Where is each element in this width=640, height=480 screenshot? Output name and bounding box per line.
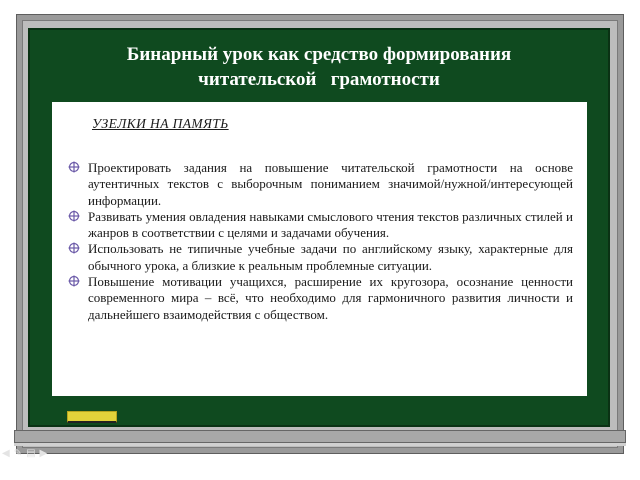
crosshair-circle-icon (68, 242, 80, 254)
menu-icon[interactable]: ▤ (26, 448, 40, 459)
crosshair-circle-icon (68, 161, 80, 173)
bullet-item (68, 160, 573, 209)
crosshair-circle-icon (68, 275, 80, 287)
slide-title (30, 42, 608, 92)
chalkboard (28, 28, 610, 427)
bullet-item (68, 209, 573, 242)
bullet-text: Проектировать задания на повышение читательской грамотности на основе аутентичных текстов с выборочным пониманием значимой/нужной/интересующей информации. (88, 160, 573, 208)
bullet-text: Повышение мотивации учащихся, расширение их кругозора, осознание ценности современного мира – всё, что необходимо для гармоничного развития личности и дальнейшего взаимодействия с обществом. (88, 274, 573, 322)
bullet-item (68, 241, 573, 274)
bullet-text: Использовать не типичные учебные задачи по английскому языку, характерные для обычного урока, а близкие к реальным проблемные ситуации. (88, 241, 573, 273)
content-sheet (52, 102, 587, 396)
chalk-tray (14, 430, 626, 443)
bullet-list (68, 160, 573, 323)
chalk-tray-shadow (14, 443, 626, 446)
slide-title-line-2: читательской грамотности (198, 69, 440, 90)
pen-icon[interactable]: ✎ (13, 448, 27, 459)
section-heading: УЗЕЛКИ НА ПАМЯТЬ (92, 116, 229, 131)
bullet-text: Развивать умения овладения навыками смыслового чтения текстов различных стилей и жанров в соответствии с целями и задачами обучения. (88, 208, 573, 241)
slide-title-line-1: Бинарный урок как средство формирования (126, 44, 512, 65)
chalk-piece (67, 411, 117, 423)
crosshair-circle-icon (68, 210, 80, 222)
prev-slide-icon[interactable]: ◀ (2, 448, 14, 459)
bullet-item (68, 274, 573, 323)
next-slide-icon[interactable]: ▶ (39, 448, 52, 459)
slideshow-controls[interactable] (2, 448, 51, 459)
